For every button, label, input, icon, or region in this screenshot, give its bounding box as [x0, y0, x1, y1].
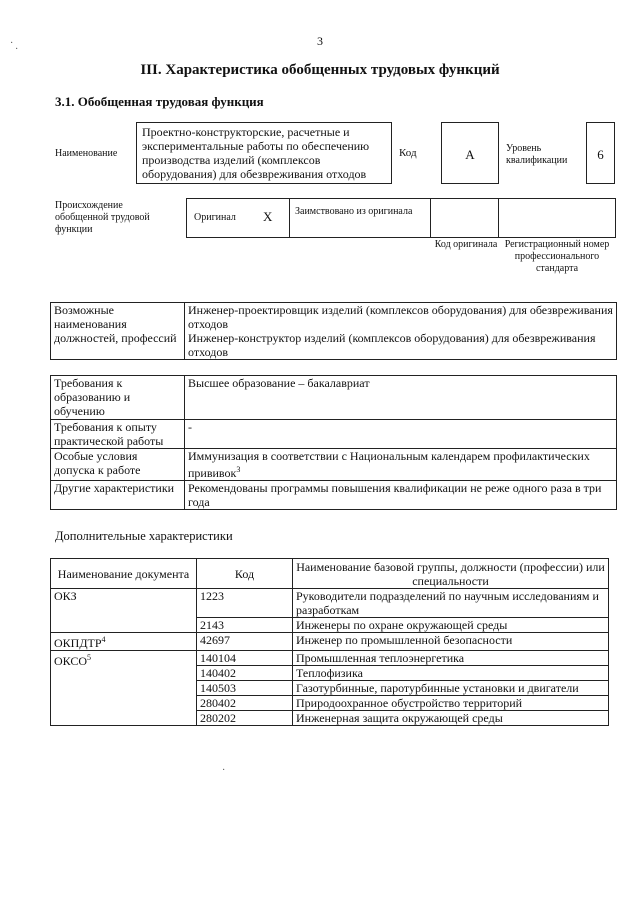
positions-values — [185, 303, 617, 360]
borrowed-label: Заимствовано из оригинала — [295, 206, 413, 217]
footnote-ref: 5 — [87, 653, 92, 662]
level-label: Уровень квалификации — [506, 143, 568, 166]
table-header-row — [51, 559, 609, 589]
table-row — [51, 420, 617, 449]
name-cell: Инженер по промышленной безопасности — [293, 633, 609, 651]
page-number: 3 — [317, 34, 323, 48]
level-value: 6 — [597, 147, 604, 162]
positions-table — [50, 302, 617, 360]
doc-cell: ОКСО$^5$ — [51, 651, 197, 726]
name-cell: Теплофизика — [293, 666, 609, 681]
table-row — [51, 303, 617, 360]
section-heading: III. Характеристика обобщенных трудовых функций — [140, 62, 500, 78]
name-cell: Природоохранное обустройство территорий — [293, 696, 609, 711]
req-label: Требования к образованию и обучению — [51, 376, 185, 420]
scan-dot: · — [15, 44, 19, 55]
function-name-value: Проектно-конструкторские, расчетные и экспериментальные работы по обеспечению производства изделий (комплексов оборудования) для обезвреживания отходов — [142, 125, 370, 181]
additional-title: Дополнительные характеристики — [55, 529, 233, 543]
requirements-table — [50, 375, 617, 510]
function-name-box — [136, 122, 392, 184]
code-original-label: Код оригинала — [434, 239, 498, 250]
name-label: Наименование — [55, 148, 118, 159]
additional-table — [50, 558, 609, 726]
header-name: Наименование базовой группы, должности (профессии) или специальности — [293, 559, 609, 589]
position-item: Инженер-конструктор изделий (комплексов оборудования) для обезвреживания отходов — [188, 331, 596, 359]
header-code: Код — [197, 559, 293, 589]
code-box — [441, 122, 499, 184]
code-cell: 140503 — [197, 681, 293, 696]
req-label: Особые условия допуска к работе — [51, 449, 185, 481]
req-value: Рекомендованы программы повышения квалификации не реже одного раза в три года — [185, 481, 617, 510]
name-cell: Инженерная защита окружающей среды — [293, 711, 609, 726]
req-value: Высшее образование – бакалавриат — [185, 376, 617, 420]
name-cell: Газотурбинные, паротурбинные установки и двигатели — [293, 681, 609, 696]
header-document: Наименование документа — [51, 559, 197, 589]
code-cell: 280402 — [197, 696, 293, 711]
req-label: Требования к опыту практической работы — [51, 420, 185, 449]
code-cell: 280202 — [197, 711, 293, 726]
table-row — [51, 651, 609, 666]
level-box — [586, 122, 615, 184]
subsection-heading: 3.1. Обобщенная трудовая функция — [55, 94, 264, 109]
code-label: Код — [399, 147, 417, 159]
code-cell: 1223 — [197, 589, 293, 618]
positions-label: Возможные наименования должностей, профессий — [51, 303, 185, 360]
code-cell: 2143 — [197, 618, 293, 633]
reg-number-label: Регистрационный номер профессионального стандарта — [504, 239, 610, 274]
doc-cell: ОКПДТР$^4$ — [51, 633, 197, 651]
origin-box — [186, 198, 616, 238]
req-value: Иммунизация в соответствии с Национальным календарем профилактических прививок$^3$ — [185, 449, 617, 481]
code-cell: 140402 — [197, 666, 293, 681]
origin-label: Происхождение обобщенной трудовой функции — [55, 200, 150, 235]
doc-cell: ОКЗ — [51, 589, 197, 633]
footnote-ref: 3 — [236, 465, 241, 474]
name-cell: Руководители подразделений по научным исследованиям и разработкам — [293, 589, 609, 618]
code-cell: 140104 — [197, 651, 293, 666]
position-item: Инженер-проектировщик изделий (комплексов оборудования) для обезвреживания отходов — [188, 303, 613, 331]
original-mark: Х — [263, 209, 273, 224]
code-value: А — [465, 147, 475, 162]
table-row — [51, 589, 609, 618]
code-cell: 42697 — [197, 633, 293, 651]
req-label: Другие характеристики — [51, 481, 185, 510]
original-label: Оригинал — [194, 212, 236, 223]
footnote-ref: 4 — [101, 635, 106, 644]
table-row — [51, 633, 609, 651]
table-row — [51, 481, 617, 510]
name-cell: Инженеры по охране окружающей среды — [293, 618, 609, 633]
scan-dot: · — [222, 765, 226, 776]
table-row — [51, 449, 617, 481]
scan-dot: · — [10, 38, 14, 49]
table-row — [51, 376, 617, 420]
name-cell: Промышленная теплоэнергетика — [293, 651, 609, 666]
req-value: - — [185, 420, 617, 449]
